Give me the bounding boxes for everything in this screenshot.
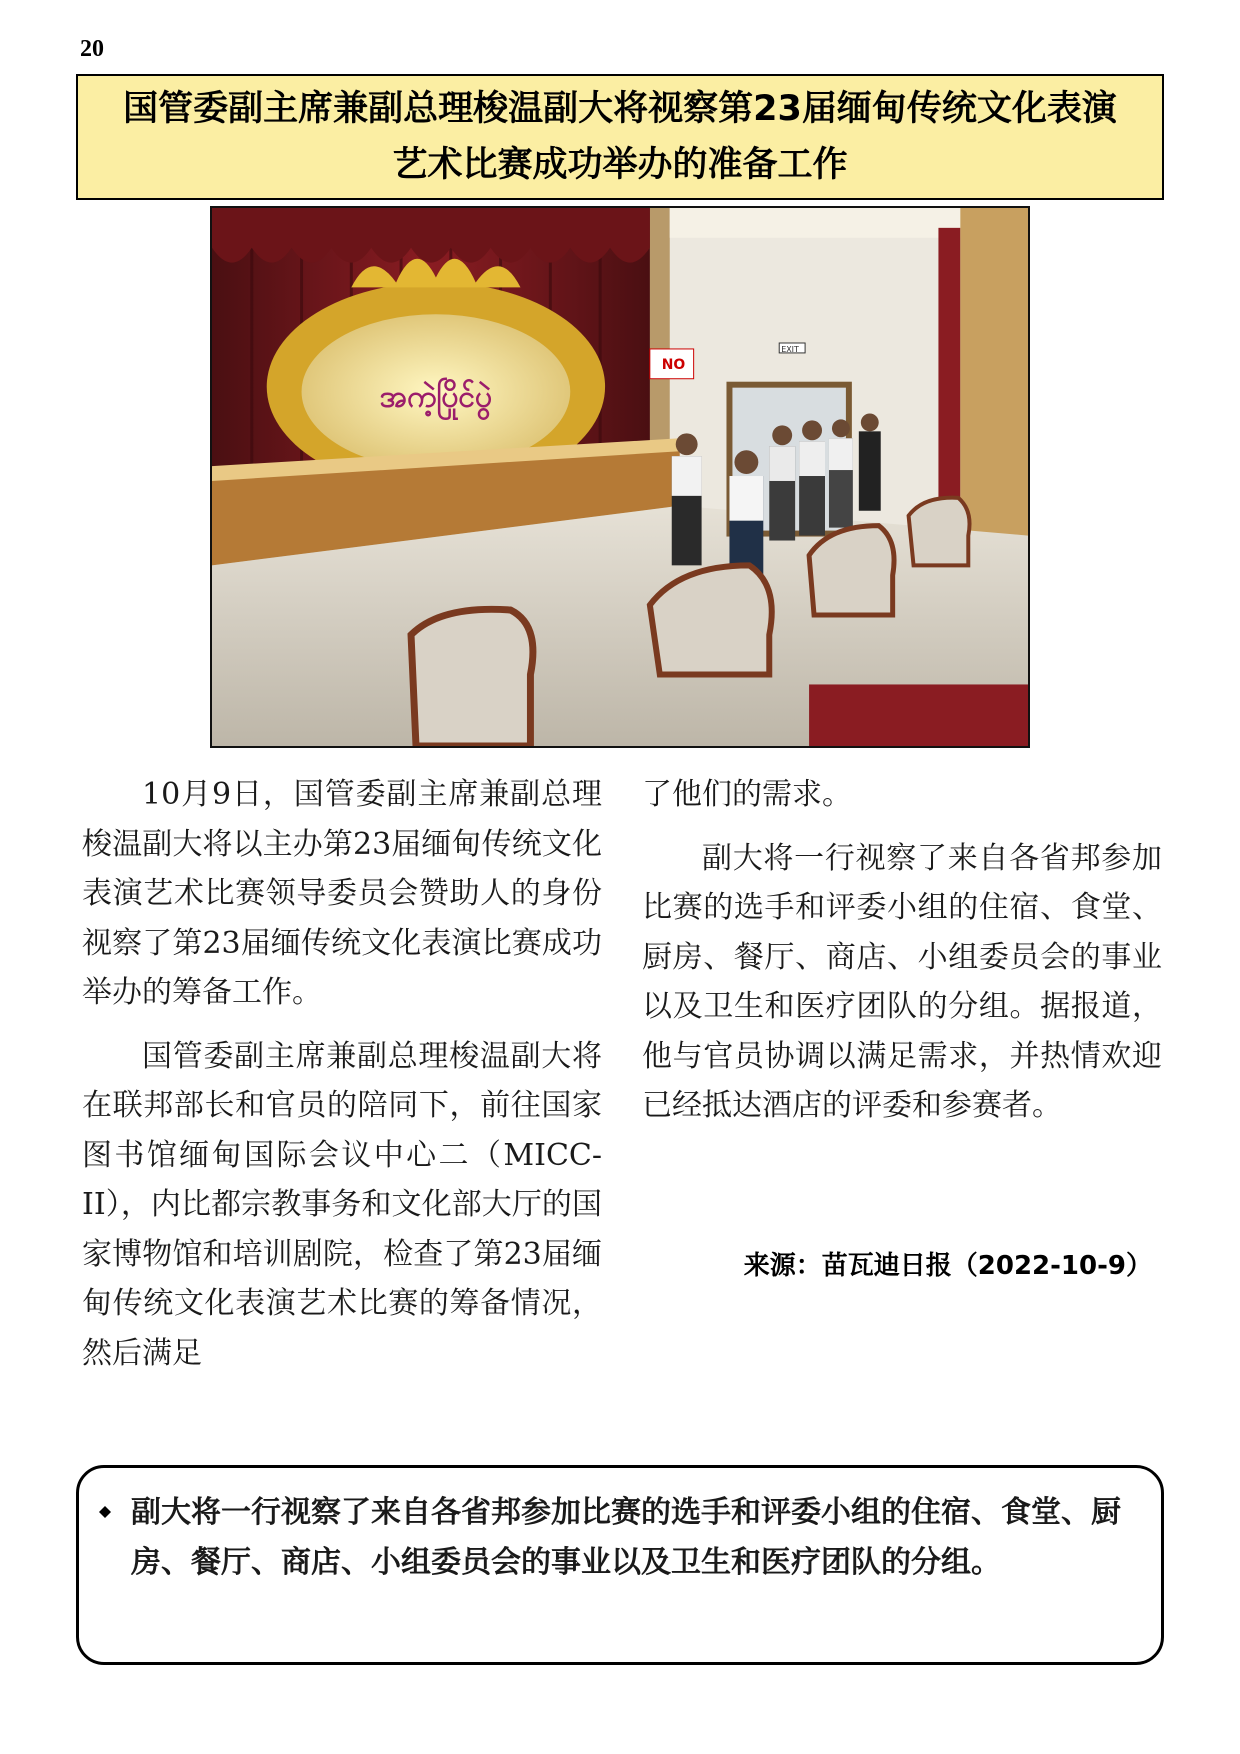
article-source: 来源：苗瓦迪日报（2022-10-9） — [743, 1251, 1152, 1281]
stage-sign-text: အကဲ့ပြိုင်ပွဲ — [379, 379, 492, 415]
article-right-column — [642, 770, 1162, 1131]
article-left-column — [82, 770, 602, 1378]
no-smoking-sign-text: NO — [661, 356, 686, 373]
article-title-line-1: 国管委副主席兼副总理梭温副大将视察第23届缅甸传统文化表演 — [123, 89, 1117, 129]
article-photo — [210, 206, 1030, 748]
page-number: 20 — [80, 36, 104, 62]
summary-text: 副大将一行视察了来自各省邦参加比赛的选手和评委小组的住宿、食堂、厨房、餐厅、商店、小组委员会的事业以及卫生和医疗团队的分组。 — [131, 1495, 1121, 1580]
photo-illustration — [212, 208, 1028, 746]
article-paragraph-3: 副大将一行视察了来自各省邦参加比赛的选手和评委小组的住宿、食堂、厨房、餐厅、商店、小组委员会的事业以及卫生和医疗团队的分组。据报道，他与官员协调以满足需求，并热情欢迎已经抵达酒店的评委和参赛者。 — [642, 840, 1162, 1123]
article-paragraph-continuation: 了他们的需求。 — [642, 777, 852, 812]
article-paragraph-2: 国管委副主席兼副总理梭温副大将在联邦部长和官员的陪同下，前往国家图书馆缅甸国际会议中心二（MICC-II），内比都宗教事务和文化部大厅的国家博物馆和培训剧院，检查了第23届缅甸传统文化表演艺术比赛的筹备情况，然后满足 — [82, 1038, 602, 1371]
article-title-line-2: 艺术比赛成功举办的准备工作 — [392, 145, 848, 185]
summary-box — [76, 1465, 1164, 1665]
diamond-bullet-icon — [99, 1506, 111, 1518]
exit-sign-text: EXIT — [781, 344, 799, 354]
article-paragraph-1: 10月9日，国管委副主席兼副总理梭温副大将以主办第23届缅甸传统文化表演艺术比赛领导委员会赞助人的身份视察了第23届缅传统文化表演比赛成功举办的筹备工作。 — [82, 777, 602, 1010]
article-title — [76, 74, 1164, 200]
curtain-valance — [212, 208, 650, 263]
